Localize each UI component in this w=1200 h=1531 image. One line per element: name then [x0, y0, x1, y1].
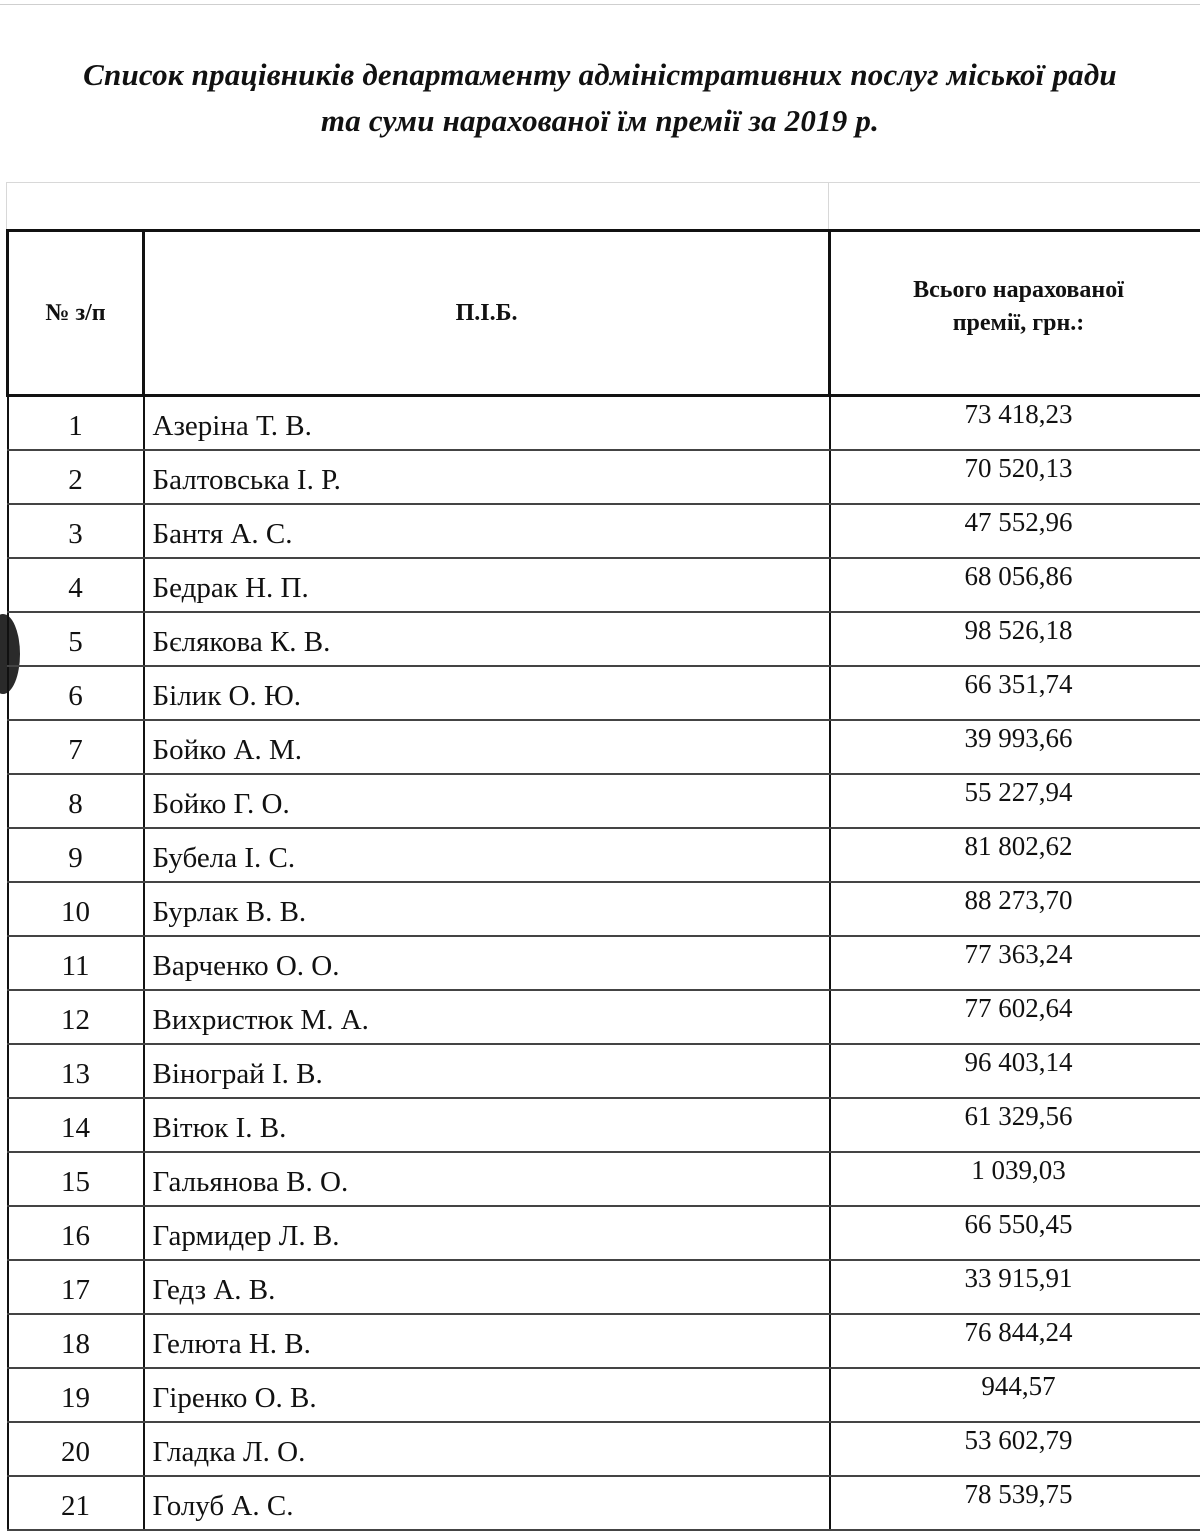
- document-title: [0, 52, 1200, 144]
- row-amount: 66 351,74: [830, 666, 1200, 720]
- row-name: Вітюк І. В.: [144, 1098, 830, 1152]
- table-row: [8, 1314, 1200, 1368]
- header-amount: [830, 231, 1200, 396]
- header-number: № з/п: [8, 231, 144, 396]
- table-row: [8, 720, 1200, 774]
- row-amount: 66 550,45: [830, 1206, 1200, 1260]
- bonus-table: [6, 229, 1200, 1531]
- row-name: Бубела І. С.: [144, 828, 830, 882]
- table-row: [8, 1476, 1200, 1530]
- header-name: П.І.Б.: [144, 231, 830, 396]
- row-amount: 55 227,94: [830, 774, 1200, 828]
- header-amount-line-2: премії, грн.:: [841, 307, 1196, 340]
- row-amount: 78 539,75: [830, 1476, 1200, 1530]
- header-amount-line-1: Всього нарахованої: [841, 274, 1196, 307]
- row-number: 17: [8, 1260, 144, 1314]
- row-amount: 88 273,70: [830, 882, 1200, 936]
- row-name: Бойко А. М.: [144, 720, 830, 774]
- row-amount: 53 602,79: [830, 1422, 1200, 1476]
- table-row: [8, 1368, 1200, 1422]
- row-name: Азеріна Т. В.: [144, 396, 830, 451]
- table-row: [8, 936, 1200, 990]
- row-amount: 76 844,24: [830, 1314, 1200, 1368]
- top-divider: [0, 4, 1200, 5]
- table-row: [8, 396, 1200, 451]
- row-number: 21: [8, 1476, 144, 1530]
- row-number: 12: [8, 990, 144, 1044]
- row-number: 9: [8, 828, 144, 882]
- table-row: [8, 990, 1200, 1044]
- table-row: [8, 666, 1200, 720]
- row-amount: 81 802,62: [830, 828, 1200, 882]
- table-row: [8, 1098, 1200, 1152]
- row-amount: 47 552,96: [830, 504, 1200, 558]
- row-number: 8: [8, 774, 144, 828]
- row-amount: 73 418,23: [830, 396, 1200, 451]
- row-name: Гедз А. В.: [144, 1260, 830, 1314]
- row-name: Бєлякова К. В.: [144, 612, 830, 666]
- row-name: Білик О. Ю.: [144, 666, 830, 720]
- row-name: Бурлак В. В.: [144, 882, 830, 936]
- row-number: 4: [8, 558, 144, 612]
- row-amount: 70 520,13: [830, 450, 1200, 504]
- row-name: Бойко Г. О.: [144, 774, 830, 828]
- row-name: Балтовська І. Р.: [144, 450, 830, 504]
- row-name: Гладка Л. О.: [144, 1422, 830, 1476]
- row-amount: 68 056,86: [830, 558, 1200, 612]
- row-number: 11: [8, 936, 144, 990]
- table-row: [8, 612, 1200, 666]
- row-amount: 33 915,91: [830, 1260, 1200, 1314]
- row-number: 20: [8, 1422, 144, 1476]
- empty-spreadsheet-row: [6, 182, 1200, 229]
- row-number: 7: [8, 720, 144, 774]
- row-name: Голуб А. С.: [144, 1476, 830, 1530]
- row-number: 15: [8, 1152, 144, 1206]
- row-name: Бедрак Н. П.: [144, 558, 830, 612]
- table-row: [8, 1422, 1200, 1476]
- row-number: 10: [8, 882, 144, 936]
- row-amount: 96 403,14: [830, 1044, 1200, 1098]
- table-row: [8, 882, 1200, 936]
- table-row: [8, 774, 1200, 828]
- row-amount: 39 993,66: [830, 720, 1200, 774]
- row-amount: 1 039,03: [830, 1152, 1200, 1206]
- table-header-row: [8, 231, 1200, 396]
- row-name: Гальянова В. О.: [144, 1152, 830, 1206]
- table-row: [8, 558, 1200, 612]
- row-amount: 61 329,56: [830, 1098, 1200, 1152]
- row-number: 13: [8, 1044, 144, 1098]
- table-row: [8, 1206, 1200, 1260]
- row-name: Бантя А. С.: [144, 504, 830, 558]
- row-name: Гармидер Л. В.: [144, 1206, 830, 1260]
- row-number: 5: [8, 612, 144, 666]
- row-name: Гіренко О. В.: [144, 1368, 830, 1422]
- row-amount: 77 363,24: [830, 936, 1200, 990]
- row-name: Вихристюк М. А.: [144, 990, 830, 1044]
- row-amount: 77 602,64: [830, 990, 1200, 1044]
- row-number: 3: [8, 504, 144, 558]
- row-amount: 944,57: [830, 1368, 1200, 1422]
- row-number: 2: [8, 450, 144, 504]
- row-number: 19: [8, 1368, 144, 1422]
- row-number: 6: [8, 666, 144, 720]
- table-row: [8, 1152, 1200, 1206]
- row-number: 1: [8, 396, 144, 451]
- row-name: Гелюта Н. В.: [144, 1314, 830, 1368]
- table-body: [8, 396, 1200, 1531]
- row-amount: 98 526,18: [830, 612, 1200, 666]
- row-name: Варченко О. О.: [144, 936, 830, 990]
- title-line-1: Список працівників департаменту адміністративних послуг міської ради: [0, 52, 1200, 98]
- row-number: 14: [8, 1098, 144, 1152]
- table-row: [8, 828, 1200, 882]
- table-row: [8, 450, 1200, 504]
- row-number: 18: [8, 1314, 144, 1368]
- table-row: [8, 504, 1200, 558]
- title-line-2: та суми нарахованої їм премії за 2019 р.: [0, 98, 1200, 144]
- table-row: [8, 1044, 1200, 1098]
- row-name: Вінограй І. В.: [144, 1044, 830, 1098]
- row-number: 16: [8, 1206, 144, 1260]
- column-divider: [828, 183, 829, 229]
- table-row: [8, 1260, 1200, 1314]
